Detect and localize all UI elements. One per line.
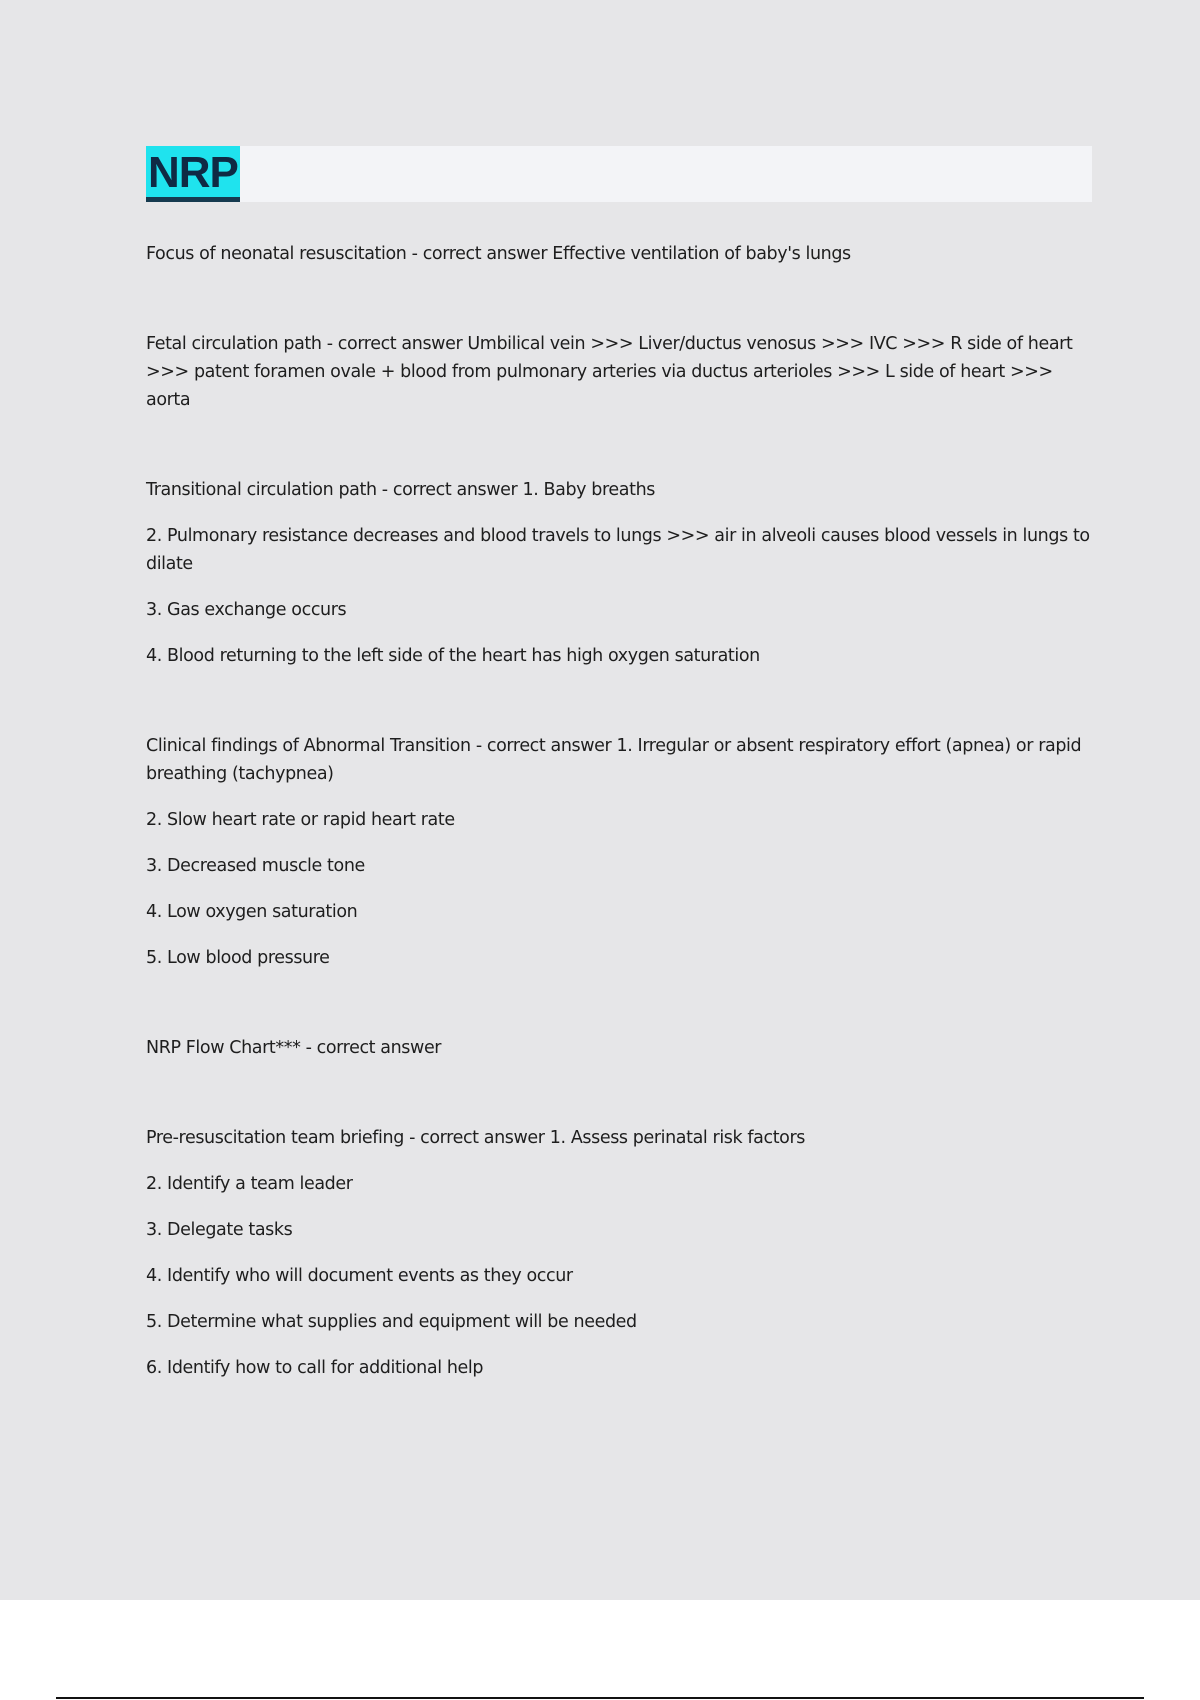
list-item: 6. Identify how to call for additional help xyxy=(146,1358,484,1378)
qa-paragraph: Focus of neonatal resuscitation - correct answer Effective ventilation of baby's lungs xyxy=(146,244,851,264)
qa-paragraph: NRP Flow Chart*** - correct answer xyxy=(146,1038,442,1058)
qa-paragraph: Fetal circulation path - correct answer Umbilical vein >>> Liver/ductus venosus >>> IVC >>> R side of heart >>> patent foramen ovale + blood from pulmonary arteries via ductus arterioles >>> L side of heart >>> aorta xyxy=(146,334,1073,410)
list-item: 3. Delegate tasks xyxy=(146,1220,293,1240)
qa-paragraph: Pre-resuscitation team briefing - correct answer 1. Assess perinatal risk factors xyxy=(146,1128,806,1148)
list-item: 4. Identify who will document events as they occur xyxy=(146,1266,573,1286)
list-item: 3. Decreased muscle tone xyxy=(146,856,365,876)
list-item: 4. Low oxygen saturation xyxy=(146,902,358,922)
qa-paragraph: Clinical findings of Abnormal Transition - correct answer 1. Irregular or absent respiratory effort (apnea) or rapid breathing (tachypnea) xyxy=(146,736,1082,784)
list-item: 2. Pulmonary resistance decreases and blood travels to lungs >>> air in alveoli causes blood vessels in lungs to dilate xyxy=(146,526,1090,574)
list-item: 5. Low blood pressure xyxy=(146,948,330,968)
list-item: 3. Gas exchange occurs xyxy=(146,600,347,620)
document-body xyxy=(146,240,1092,1400)
list-item: 2. Identify a team leader xyxy=(146,1174,353,1194)
list-item: 5. Determine what supplies and equipment will be needed xyxy=(146,1312,637,1332)
document-title: NRP xyxy=(146,146,240,202)
footer-divider xyxy=(56,1697,1144,1699)
list-item: 4. Blood returning to the left side of the heart has high oxygen saturation xyxy=(146,646,760,666)
title-bar xyxy=(146,146,1092,202)
list-item: 2. Slow heart rate or rapid heart rate xyxy=(146,810,455,830)
qa-paragraph: Transitional circulation path - correct answer 1. Baby breaths xyxy=(146,480,655,500)
